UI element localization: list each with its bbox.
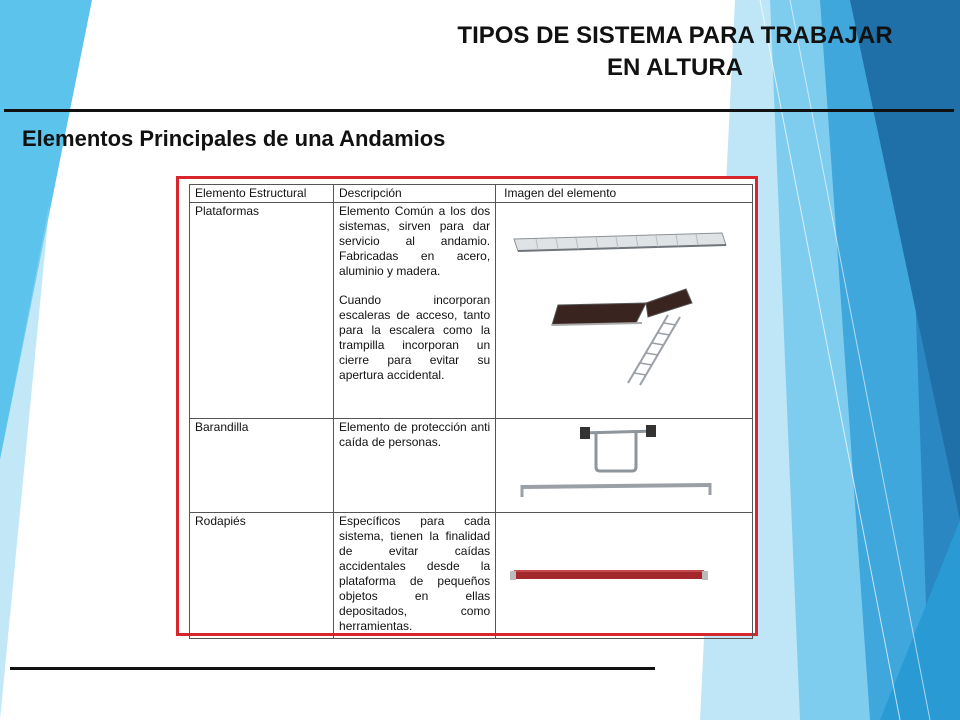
description-paragraph: Elemento Común a los dos sistemas, sirven para dar servicio al andamio. Fabricadas en acero, aluminio y madera.: [339, 204, 491, 278]
element-description: [334, 513, 496, 639]
element-image-cell: [496, 513, 753, 639]
toeboard-image: [496, 513, 734, 633]
slide-title: [420, 20, 930, 84]
section-subtitle: Elementos Principales de una Andamios: [22, 126, 446, 151]
slide-title-line2: EN ALTURA: [607, 54, 743, 81]
element-name: Barandilla: [190, 419, 334, 513]
table-row: [190, 513, 753, 639]
element-name: Plataformas: [190, 203, 334, 419]
header-element: Elemento Estructural: [190, 185, 334, 203]
element-description: [334, 419, 496, 513]
element-image-cell: [496, 419, 753, 513]
guardrail-image: [496, 419, 734, 511]
table-row: [190, 419, 753, 513]
header-description: Descripción: [334, 185, 496, 203]
description-paragraph: Elemento de protección anti caída de personas.: [339, 420, 491, 449]
header-image: Imagen del elemento: [496, 185, 753, 203]
top-divider: [4, 109, 954, 112]
description-paragraph: Específicos para cada sistema, tienen la finalidad de evitar caídas accidentales desde la plataforma de pequeños objetos en ellas depositados, como herramientas.: [339, 514, 491, 633]
element-description: [334, 203, 496, 419]
description-paragraph: Cuando incorporan escaleras de acceso, tanto para la escalera como la trampilla incorporan un cierre para evitar su apertura accidental.: [339, 293, 491, 382]
table-frame: [176, 176, 758, 636]
table-header-row: [190, 185, 753, 203]
element-image-cell: [496, 203, 753, 419]
slide-title-line1: TIPOS DE SISTEMA PARA TRABAJAR: [457, 22, 893, 49]
table-row: [190, 203, 753, 419]
elements-table: [189, 184, 753, 639]
element-name: Rodapiés: [190, 513, 334, 639]
platform-image: [496, 203, 734, 417]
bottom-divider: [10, 667, 655, 670]
